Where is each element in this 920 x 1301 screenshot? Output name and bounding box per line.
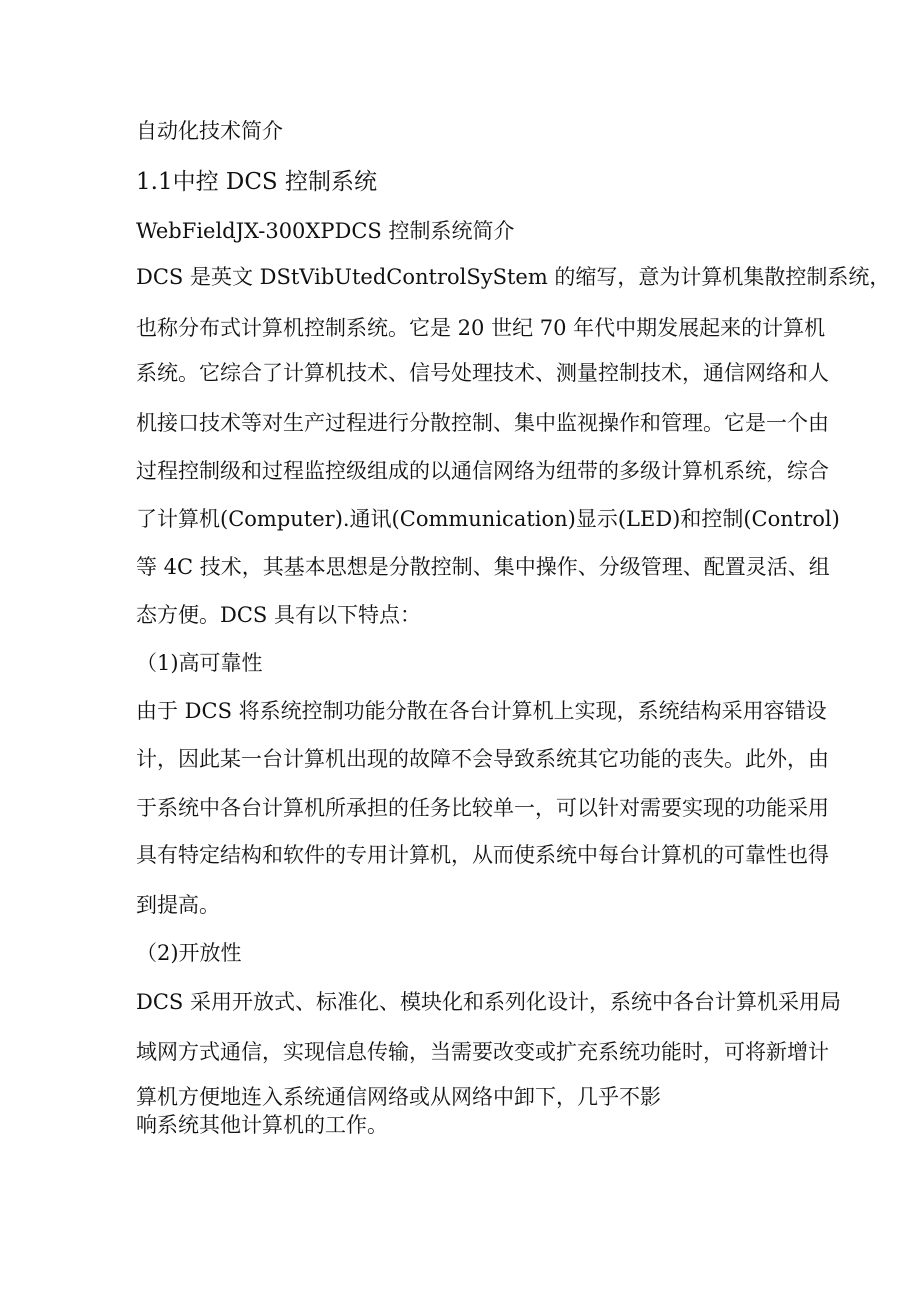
feature2-line: 算机方便地连入系统通信网络或从网络中卸下，几乎不影	[136, 1085, 661, 1109]
feature1-line: 到提高。	[136, 893, 220, 917]
subheading: WebFieldJX-300XPDCS 控制系统简介	[136, 219, 515, 243]
intro-line: 也称分布式计算机控制系统。它是 20 世纪 70 年代中期发展起来的计算机	[136, 316, 826, 340]
document-title: 自动化技术简介	[136, 119, 283, 143]
intro-line: 等 4C 技术，其基本思想是分散控制、集中操作、分级管理、配置灵活、组	[136, 555, 830, 579]
feature2-line: 响系统其他计算机的工作。	[136, 1113, 388, 1137]
intro-line: 态方便。DCS 具有以下特点：	[136, 603, 421, 627]
feature2-line: 域网方式通信，实现信息传输，当需要改变或扩充系统功能时，可将新增计	[136, 1040, 829, 1064]
section-heading: 1.1中控 DCS 控制系统	[136, 169, 377, 195]
intro-line: 了计算机(Computer).通讯(Communication)显示(LED)和控制(Control)	[136, 507, 840, 531]
intro-line: 机接口技术等对生产过程进行分散控制、集中监视操作和管理。它是一个由	[136, 411, 829, 435]
intro-line: 过程控制级和过程监控级组成的以通信网络为纽带的多级计算机系统，综合	[136, 459, 829, 483]
feature1-line: 计，因此某一台计算机出现的故障不会导致系统其它功能的丧失。此外，由	[136, 747, 829, 771]
intro-line: 系统。它综合了计算机技术、信号处理技术、测量控制技术，通信网络和人	[136, 361, 829, 385]
intro-line: DCS 是英文 DStVibUtedControlSyStem 的缩写，意为计算机集散控制系统，	[136, 265, 891, 289]
feature1-heading: （1)高可靠性	[136, 651, 263, 675]
feature2-line: DCS 采用开放式、标准化、模块化和系列化设计，系统中各台计算机采用局	[136, 990, 841, 1014]
feature2-heading: （2)开放性	[136, 941, 242, 965]
feature1-line: 具有特定结构和软件的专用计算机，从而使系统中每台计算机的可靠性也得	[136, 843, 829, 867]
feature1-line: 于系统中各台计算机所承担的任务比较单一，可以针对需要实现的功能采用	[136, 796, 829, 820]
feature1-line: 由于 DCS 将系统控制功能分散在各台计算机上实现，系统结构采用容错设	[136, 699, 827, 723]
